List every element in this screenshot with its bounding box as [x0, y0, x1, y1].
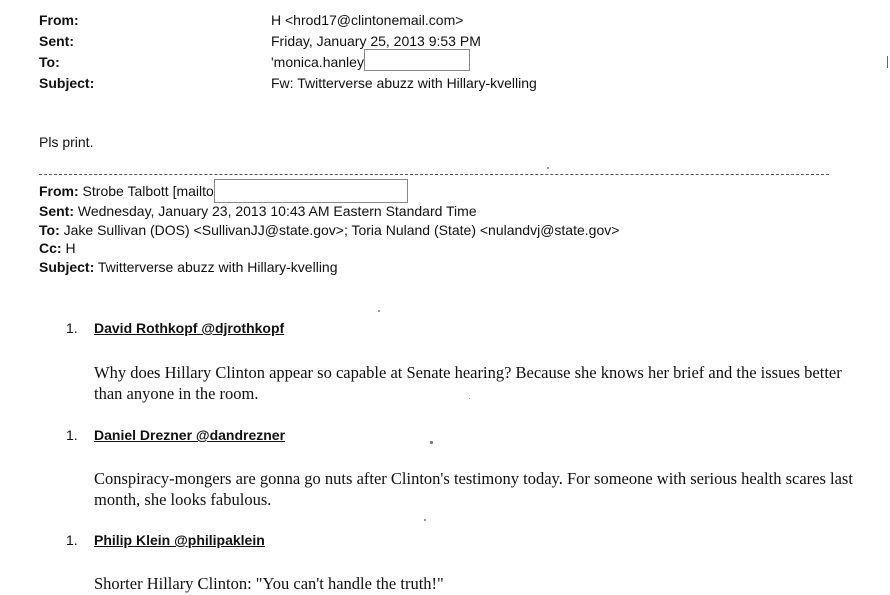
- fwd-to-label: To:: [39, 222, 60, 238]
- fwd-from-label: From:: [39, 183, 79, 199]
- fwd-from-value: Strobe Talbott [mailto: [78, 183, 214, 199]
- tweet-author: Daniel Drezner @dandrezner: [94, 427, 286, 443]
- fwd-subject-value: Twitterverse abuzz with Hillary-kvelling: [94, 259, 338, 275]
- scan-speck: [469, 398, 470, 399]
- forwarded-sent-row: [39, 202, 477, 220]
- tweet-text: Why does Hillary Clinton appear so capable at Senate hearing? Because she knows her brief and the issues better than anyone in the room.: [94, 363, 842, 403]
- tweet-number: 1.: [66, 532, 78, 548]
- scan-speck: [547, 167, 549, 169]
- from-label: From:: [39, 12, 79, 28]
- fwd-cc-label: Cc:: [39, 240, 62, 256]
- scan-speck: [378, 310, 380, 312]
- forwarded-to-row: [39, 221, 619, 239]
- fwd-sent-value: Wednesday, January 23, 2013 10:43 AM Eastern Standard Time: [74, 203, 477, 219]
- tweet-number: 1.: [66, 427, 78, 443]
- fwd-redaction-box: [214, 179, 408, 203]
- to-value-wrap: [271, 52, 470, 72]
- sent-value: Friday, January 25, 2013 9:53 PM: [271, 33, 481, 49]
- forwarded-subject-row: [39, 258, 338, 276]
- fwd-sent-label: Sent:: [39, 203, 74, 219]
- sent-label: Sent:: [39, 33, 74, 49]
- to-label: To:: [39, 54, 60, 70]
- fwd-subject-label: Subject:: [39, 259, 95, 275]
- scan-edge-mark: [887, 56, 888, 68]
- forwarded-from-row: [39, 182, 408, 203]
- fwd-cc-value: H: [61, 240, 76, 256]
- tweet-text: Shorter Hillary Clinton: "You can't handle the truth!": [94, 574, 444, 593]
- subject-value: Fw: Twitterverse abuzz with Hillary-kvelling: [271, 75, 537, 91]
- print-note: Pls print.: [39, 134, 94, 150]
- from-value: H <hrod17@clintonemail.com>: [271, 12, 464, 28]
- forwarded-cc-row: [39, 239, 76, 257]
- forward-separator: [39, 174, 829, 175]
- tweet-text: Conspiracy-mongers are gonna go nuts after Clinton's testimony today. For someone with serious health scares last month, she looks fabulous.: [94, 469, 853, 509]
- to-value: 'monica.hanley: [271, 54, 364, 70]
- redaction-box: [364, 49, 470, 71]
- fwd-to-value: Jake Sullivan (DOS) <SullivanJJ@state.gov>; Toria Nuland (State) <nulandvj@state.gov>: [59, 222, 620, 238]
- tweet-number: 1.: [66, 320, 78, 336]
- scan-speck: [430, 441, 433, 444]
- subject-label: Subject:: [39, 75, 95, 91]
- tweet-author: Philip Klein @philipaklein: [94, 532, 265, 548]
- scan-speck: [424, 519, 426, 521]
- tweet-author: David Rothkopf @djrothkopf: [94, 320, 285, 336]
